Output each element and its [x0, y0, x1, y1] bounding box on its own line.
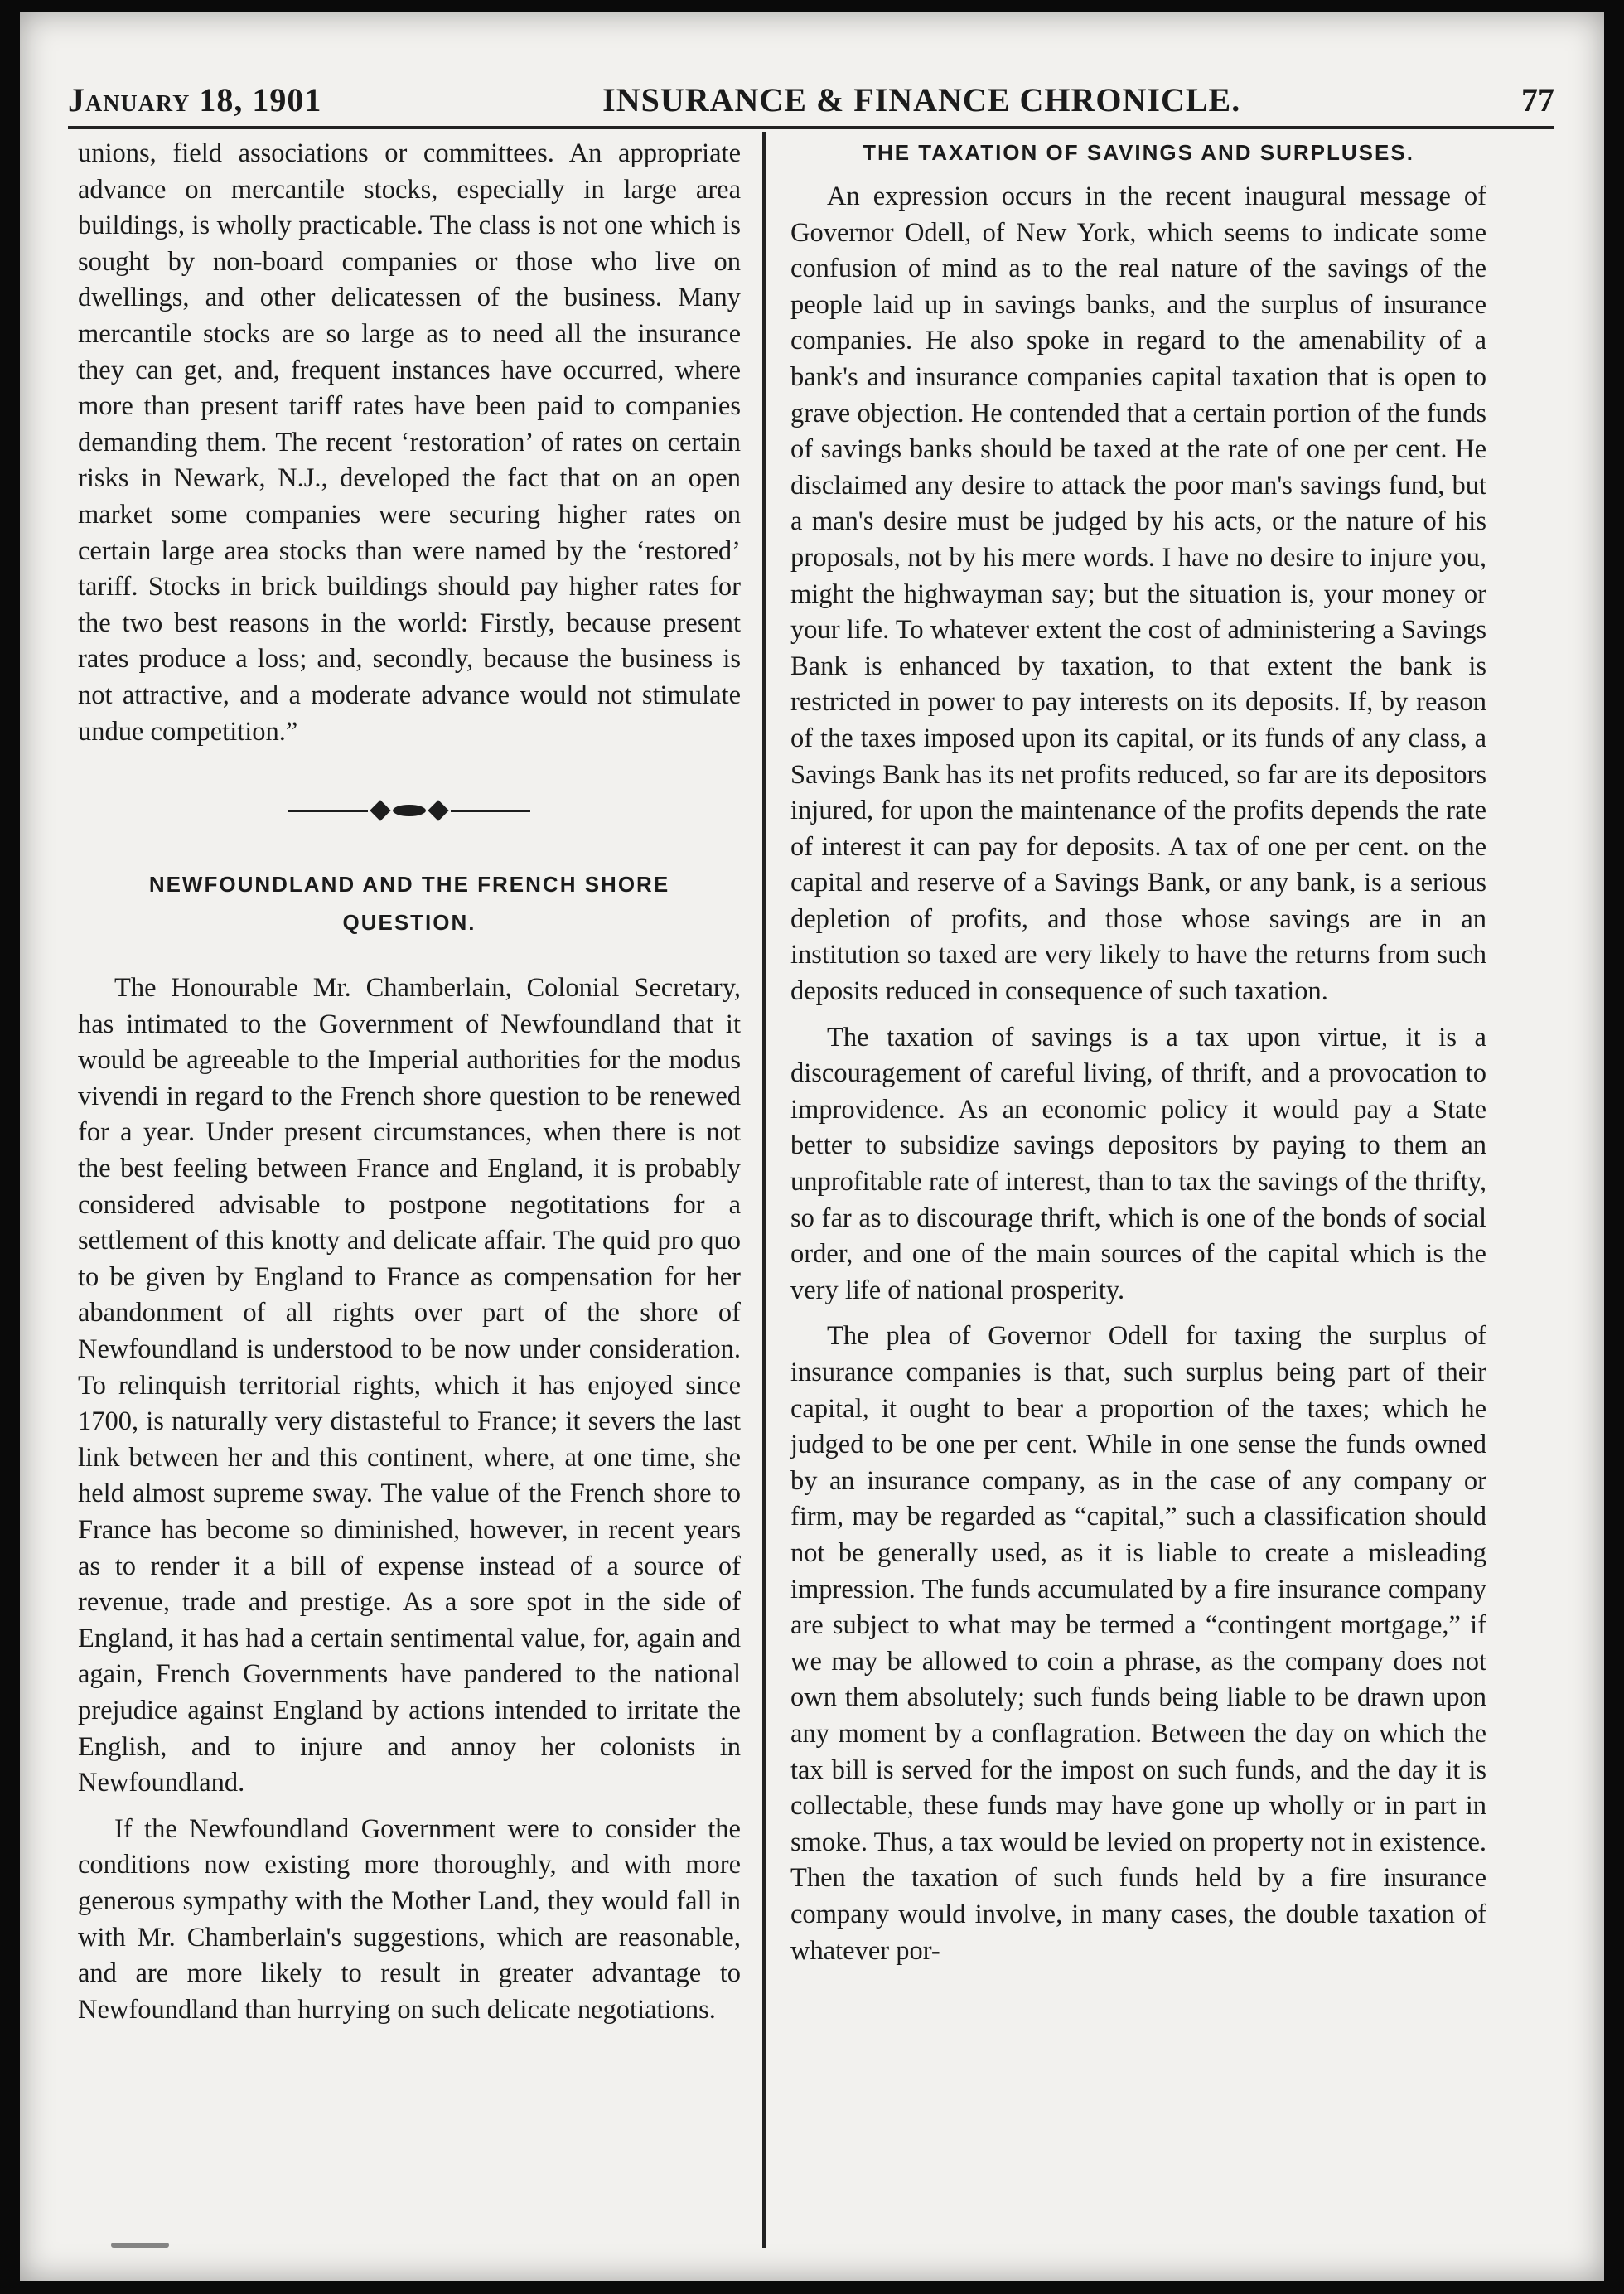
- newfoundland-paragraph-1: The Honourable Mr. Chamberlain, Colonial Secretary, has intimated to the Government of Newfoundland that it would be agreeable to the Imperial authorities for the modus vivendi in regard to the French shore question to be renewed for a year. Under present circumstances, when there is not the best feeling between France and England, it is probably considered advisable to postpone negotitations for a settlement of this knotty and delicate affair. The quid pro quo to be given by England to France as compensation for her abandonment of all rights over part of the shore of Newfoundland is understood to be now under consideration. To relinquish territorial rights, which it has enjoyed since 1700, is naturally very distasteful to France; it severs the last link between her and this continent, where, at one time, she held almost supreme sway. The value of the French shore to France has become so diminished, however, in recent years as to render it a bill of expense instead of a source of revenue, trade and prestige. As a sore spot in the side of England, it has had a certain sentimental value, for, again and again, French Governments have pandered to the national prejudice against England by actions intended to irritate the English, and to injure and annoy her colonists in Newfoundland.: [78, 973, 741, 1798]
- publication-title: INSURANCE & FINANCE CHRONICLE.: [602, 81, 1241, 119]
- taxation-paragraph-1: An expression occurs in the recent inaugural message of Governor Odell, of New York, which seems to indicate some confusion of mind as to the real nature of the savings of the people laid up in savings banks, and the surplus of insurance companies. He also spoke in regard to the amenability of a bank's and insurance companies capital taxation that is open to grave objection. He contended that a certain portion of the funds of savings banks should be taxed at the rate of one per cent. He disclaimed any desire to attack the poor man's savings fund, but a man's desire must be judged by his acts, or the nature of his proposals, not by his mere words. I have no desire to injure you, might the highwayman say; but the situation is, your money or your life. To whatever extent the cost of administering a Savings Bank is enhanced by taxation, to that extent the bank is restricted in power to pay interests on its deposits. If, by reason of the taxes imposed upon its capital, or its funds of any class, a Savings Bank has its net profits reduced, so far are its depositors injured, for upon the maintenance of the profits depends the rate of interest it can pay for deposits. A tax of one per cent. on the capital and reserve of a Savings Bank, or any bank, is a serious depletion of profits, and those whose savings are in an institution so taxed are very likely to have the returns from such deposits reduced in consequence of such taxation.: [790, 181, 1486, 1007]
- divider-line-right: [451, 810, 530, 812]
- divider-line-left: [288, 810, 368, 812]
- article-heading-taxation: THE TAXATION OF SAVINGS AND SURPLUSES.: [863, 140, 1414, 165]
- page-header: [68, 36, 1554, 129]
- article-heading-newfoundland: NEWFOUNDLAND AND THE FRENCH SHORE: [148, 872, 670, 898]
- ink-mark: [111, 2243, 169, 2248]
- issue-date: January 18, 1901: [68, 81, 322, 119]
- article-heading-newfoundland-cont: QUESTION.: [342, 910, 476, 936]
- divider-diamond-right: [428, 800, 448, 820]
- newfoundland-paragraph-2: If the Newfoundland Government were to consider the conditions now existing more thoroughly, and with more generous sympathy with the Mother Land, they would fall in with Mr. Chamberlain's suggestions, which are reasonable, and are more likely to result in greater advantage to Newfoundland than hurrying on such delicate negotiations.: [78, 1813, 741, 2025]
- divider-diamond-left: [370, 800, 390, 820]
- page-number: 77: [1521, 81, 1554, 119]
- taxation-paragraph-2: The taxation of savings is a tax upon virtue, it is a discouragement of careful living, of thrift, and a provocation to improvidence. As an economic policy it would pay a State better to subsidize savings depositors by paying to them an unprofitable rate of interest, than to tax the savings of the thrifty, so far as to discourage thrift, which is one of the bonds of social order, and one of the main sources of the capital which is the very life of national prosperity.: [790, 1022, 1486, 1305]
- newspaper-page: [20, 12, 1604, 2281]
- section-divider-ornament: [78, 803, 741, 818]
- taxation-paragraph-3: The plea of Governor Odell for taxing the surplus of insurance companies is that, such surplus being part of their capital, it ought to bear a proportion of the taxes; which he judged to be one per cent. While in one sense the funds owned by an insurance company, as in the case of any company or firm, may be regarded as “capital,” such a classification should not be generally used, as it is liable to create a misleading impression. The funds accumulated by a fire insurance company are subject to what may be termed a “contingent mortgage,” if we may be allowed to coin a phrase, as the company does not own them absolutely; such funds being liable to be drawn upon any moment by a conflagration. Between the day on which the tax bill is served for the impost on such funds, and the day it is collectable, these funds may have gone up wholly or in part in smoke. Thus, a tax would be levied on property not in existence. Then the taxation of such funds held by a fire insurance company would involve, in many cases, the double taxation of whatever por-: [790, 1321, 1486, 1966]
- right-column: [790, 136, 1486, 2231]
- continued-paragraph: unions, field associations or committees. An appropriate advance on mercantile stocks, especially in large area buildings, is wholly practicable. The class is not one which is sought by non-board companies or those who live on dwellings, and other delicatessen of the business. Many mercantile stocks are so large as to need all the insurance they can get, and, frequent instances have occurred, where more than present tariff rates have been paid to companies demanding them. The recent ‘restoration’ of rates on certain risks in Newark, N.J., developed the fact that on an open market some companies were securing higher rates on certain large area stocks than were named by the ‘restored’ tariff. Stocks in brick buildings should pay higher rates for the two best reasons in the world: Firstly, because present rates produce a loss; and, secondly, because the business is not attractive, and a moderate advance would not stimulate undue competition.”: [78, 138, 741, 747]
- left-column: [78, 136, 741, 2231]
- divider-center: [393, 805, 426, 816]
- column-rule: [762, 132, 766, 2248]
